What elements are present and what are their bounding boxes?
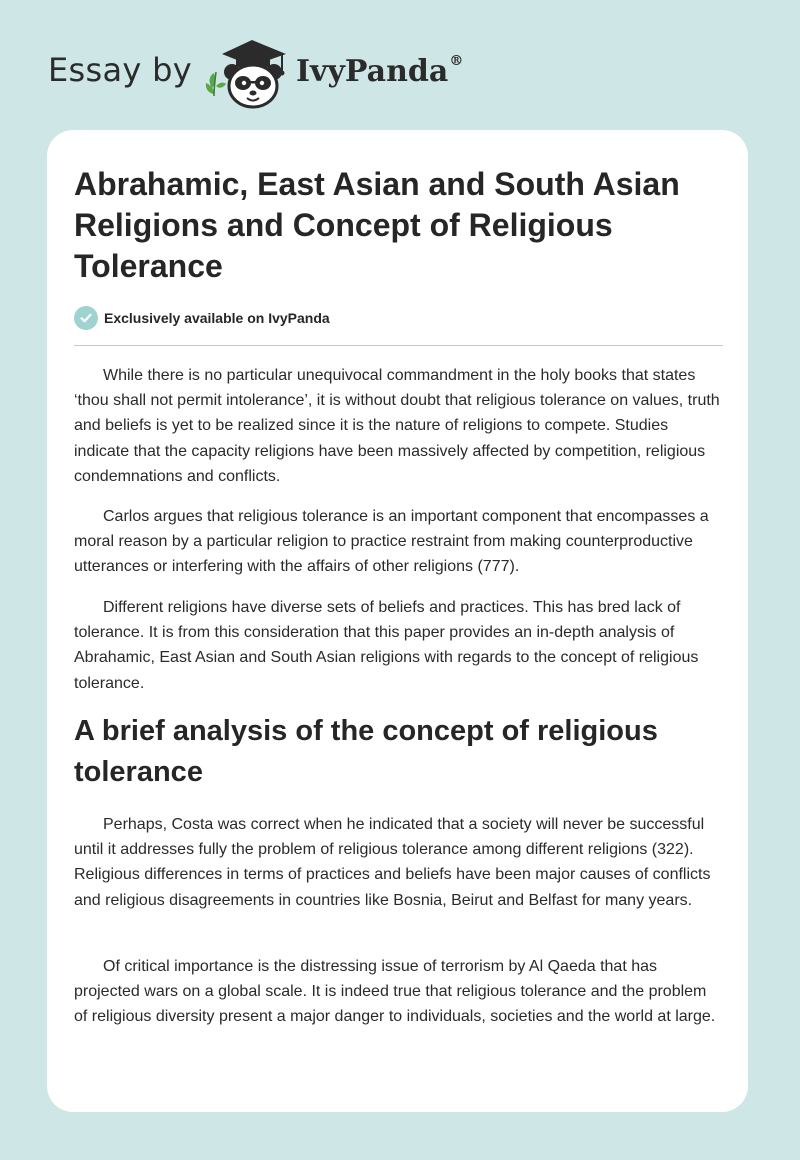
paragraph: Carlos argues that religious tolerance is an important component that encompasses a moral reason by a particular religion to practice restraint from making counterproductive utterances or interfering with the affairs of other religions (777). [74, 508, 709, 576]
brand-name[interactable] [296, 53, 463, 89]
registered-mark: ® [449, 53, 464, 69]
section-heading: A brief analysis of the concept of religious tolerance [74, 715, 658, 788]
panda-graduate-icon[interactable] [202, 36, 294, 112]
site-header [48, 36, 648, 116]
essay-by-label: Essay by [48, 51, 192, 89]
check-circle-icon [74, 306, 98, 330]
exclusive-badge [74, 306, 330, 330]
exclusive-badge-label: Exclusively available on IvyPanda [104, 310, 330, 326]
divider [74, 345, 723, 346]
page-title: Abrahamic, East Asian and South Asian Religions and Concept of Religious Tolerance [74, 166, 680, 284]
paragraph: Perhaps, Costa was correct when he indicated that a society will never be successful until it addresses fully the problem of religious tolerance among different religions (322). Religious differences in terms of practices and beliefs have been major causes of conflicts and religious disagreements in countries like Bosnia, Beirut and Belfast for many years. [74, 816, 711, 909]
essay-card [47, 130, 748, 1112]
paragraph: While there is no particular unequivocal commandment in the holy books that states ‘thou shall not permit intolerance’, it is without doubt that religious tolerance on values, truth and beliefs is yet to be realized since it is the nature of religions to compete. Studies indicate that the capacity religions have been massively affected by competition, religious condemnations and conflicts. [74, 367, 720, 485]
brand-label: IvyPanda [296, 54, 449, 89]
paragraph: Different religions have diverse sets of beliefs and practices. This has bred lack of tolerance. It is from this consideration that this paper provides an in-depth analysis of Abrahamic, East Asian and South Asian religions with regards to the concept of religious tolerance. [74, 599, 699, 692]
paragraph: Of critical importance is the distressing issue of terrorism by Al Qaeda that has projected wars on a global scale. It is indeed true that religious tolerance and the problem of religious diversity present a major danger to individuals, societies and the world at large. [74, 958, 716, 1026]
